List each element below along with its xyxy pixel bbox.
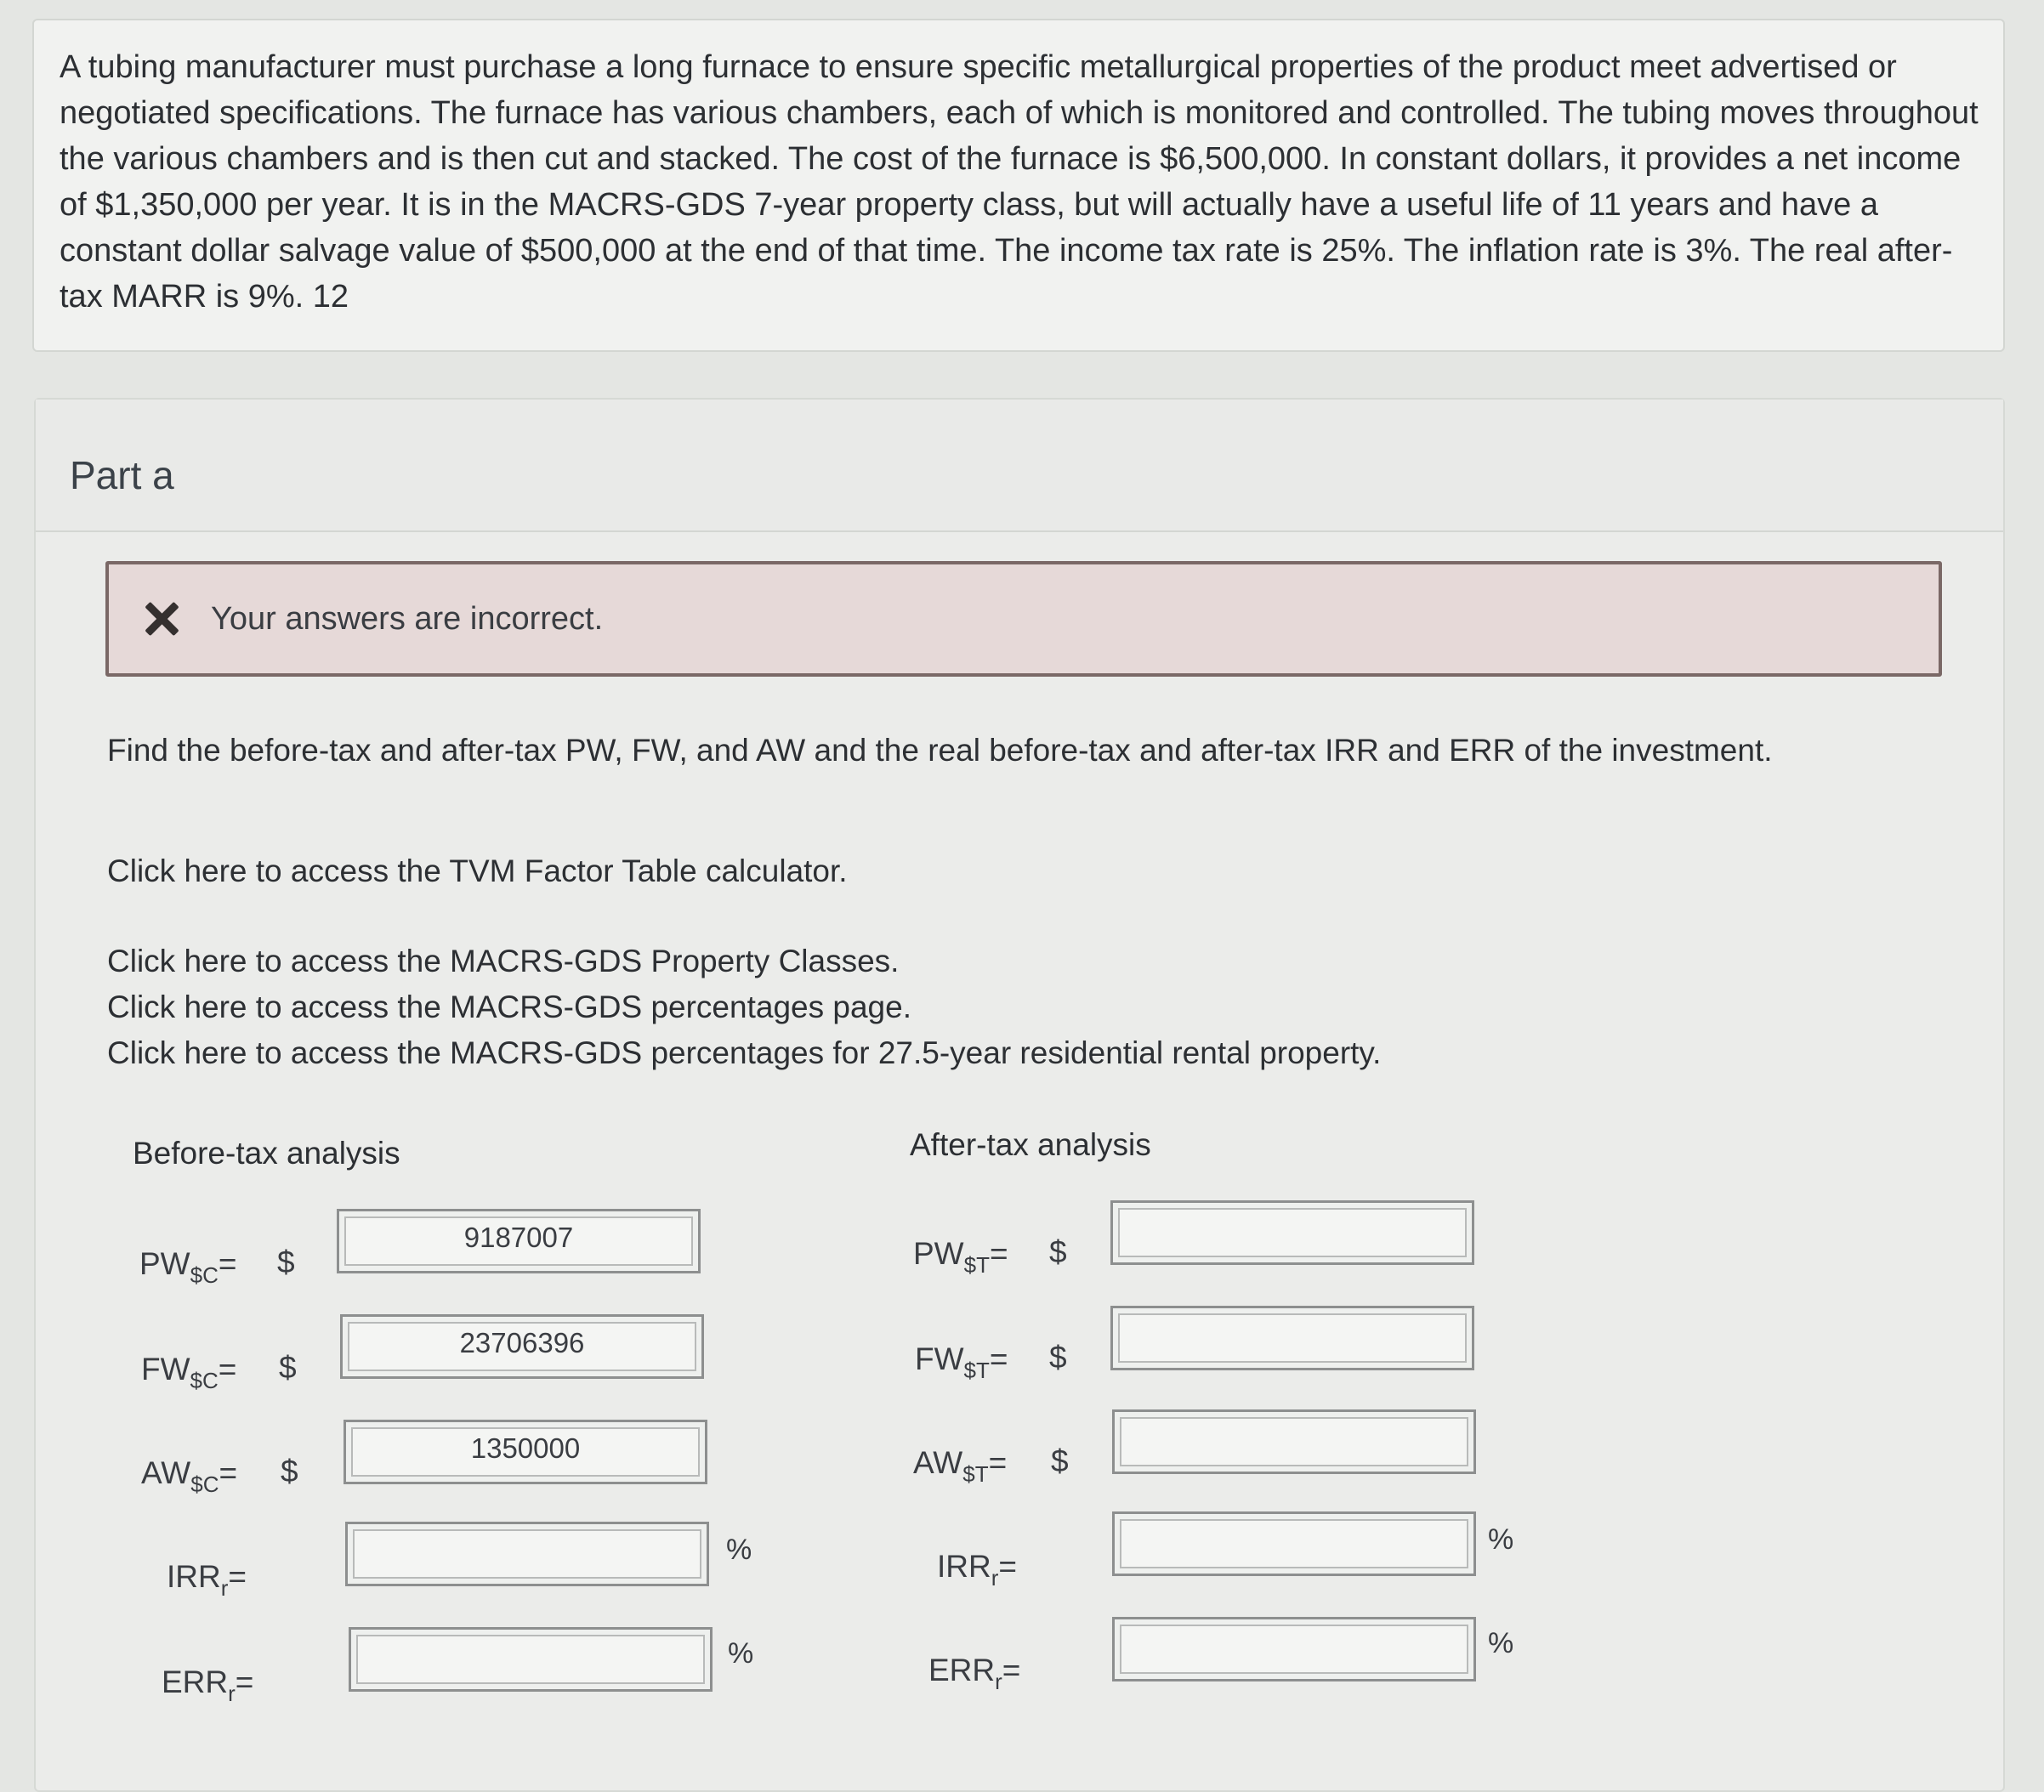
err-before-equals: = bbox=[235, 1664, 254, 1699]
pw-after-tax-input[interactable] bbox=[1110, 1200, 1474, 1265]
aw-after-equals: = bbox=[988, 1445, 1008, 1480]
pw-after-equals: = bbox=[989, 1236, 1008, 1271]
pw-before-equals: = bbox=[218, 1246, 237, 1281]
fw-before-tax-label bbox=[141, 1352, 236, 1394]
aw-before-tax-input[interactable]: 1350000 bbox=[344, 1420, 707, 1484]
err-after-tax-input[interactable] bbox=[1112, 1617, 1476, 1681]
after-tax-title: After-tax analysis bbox=[910, 1127, 1151, 1162]
fw-before-tax-input[interactable]: 23706396 bbox=[340, 1314, 704, 1379]
fw-before-label-sub: $C bbox=[190, 1368, 219, 1393]
pw-after-label-text: PW bbox=[913, 1236, 964, 1271]
pw-before-tax-input[interactable]: 9187007 bbox=[337, 1209, 701, 1273]
irr-after-label-text: IRR bbox=[937, 1549, 991, 1584]
fw-after-tax-label bbox=[915, 1341, 1008, 1384]
pw-after-dollar: $ bbox=[1049, 1234, 1067, 1269]
error-message: Your answers are incorrect. bbox=[211, 600, 604, 637]
fw-after-dollar: $ bbox=[1049, 1340, 1067, 1375]
fw-before-label-text: FW bbox=[141, 1352, 190, 1387]
aw-after-dollar: $ bbox=[1051, 1443, 1069, 1478]
err-before-label-text: ERR bbox=[162, 1664, 229, 1699]
irr-after-label-sub: r bbox=[991, 1565, 999, 1591]
aw-before-dollar: $ bbox=[281, 1454, 298, 1489]
irr-before-tax-label bbox=[167, 1559, 247, 1602]
pw-after-tax-label bbox=[913, 1236, 1008, 1279]
irr-before-equals: = bbox=[228, 1559, 247, 1594]
irr-after-equals: = bbox=[998, 1549, 1018, 1584]
irr-after-percent: % bbox=[1488, 1523, 1514, 1556]
aw-after-label-text: AW bbox=[913, 1445, 963, 1480]
aw-before-label-sub: $C bbox=[190, 1472, 219, 1497]
irr-before-tax-input[interactable] bbox=[345, 1522, 709, 1586]
err-before-tax-input[interactable] bbox=[349, 1627, 713, 1692]
fw-after-label-sub: $T bbox=[963, 1358, 990, 1383]
pw-before-tax-label bbox=[139, 1246, 236, 1289]
part-title: Part a bbox=[36, 400, 2003, 532]
problem-text: A tubing manufacturer must purchase a long furnace to ensure specific metallurgical properties of the product meet advertised or negotiated specifications. The furnace has various chambers, each of which is monitored and controlled. The tubing moves throughout the various chambers and is then cut and stacked. The cost of the furnace is $6,500,000. In constant dollars, it provides a net income of $1,350,000 per year. It is in the MACRS-GDS 7-year property class, but will actually have a useful life of 11 years and have a constant dollar salvage value of $500,000 at the end of that time. The income tax rate is 25%. The inflation rate is 3%. The real after-tax MARR is 9%. 12 bbox=[60, 49, 1979, 315]
irr-before-label-sub: r bbox=[220, 1575, 229, 1601]
fw-before-dollar: $ bbox=[279, 1350, 297, 1385]
aw-after-tax-label bbox=[913, 1445, 1007, 1488]
macrs-residential-rental-link[interactable]: Click here to access the MACRS-GDS percentages for 27.5-year residential rental property. bbox=[107, 1035, 1382, 1070]
err-after-percent: % bbox=[1488, 1627, 1514, 1659]
resource-links bbox=[107, 848, 1381, 1076]
pw-after-label-sub: $T bbox=[963, 1252, 990, 1278]
macrs-percentages-link[interactable]: Click here to access the MACRS-GDS percentages page. bbox=[107, 990, 911, 1024]
err-before-tax-label bbox=[162, 1664, 253, 1707]
irr-before-percent: % bbox=[726, 1534, 752, 1566]
aw-before-label-text: AW bbox=[141, 1455, 191, 1490]
error-x-icon bbox=[145, 602, 179, 636]
fw-after-label-text: FW bbox=[915, 1341, 964, 1376]
irr-after-tax-label bbox=[937, 1549, 1017, 1591]
fw-after-tax-input[interactable] bbox=[1110, 1306, 1474, 1370]
err-after-equals: = bbox=[1002, 1653, 1021, 1687]
pw-before-label-sub: $C bbox=[190, 1262, 219, 1288]
irr-before-label-text: IRR bbox=[167, 1559, 221, 1594]
macrs-property-classes-link[interactable]: Click here to access the MACRS-GDS Property Classes. bbox=[107, 944, 900, 978]
problem-statement-box bbox=[32, 19, 2005, 352]
pw-before-dollar: $ bbox=[277, 1245, 295, 1279]
tvm-calculator-link[interactable]: Click here to access the TVM Factor Table calculator. bbox=[107, 853, 848, 888]
err-after-label-sub: r bbox=[995, 1669, 1002, 1694]
fw-after-equals: = bbox=[989, 1341, 1008, 1376]
err-before-percent: % bbox=[728, 1637, 754, 1670]
aw-after-label-sub: $T bbox=[962, 1461, 989, 1487]
err-before-label-sub: r bbox=[228, 1681, 236, 1706]
aw-after-tax-input[interactable] bbox=[1112, 1409, 1476, 1474]
question-instruction: Find the before-tax and after-tax PW, FW, and AW and the real before-tax and after-tax IRR and ERR of the investment. bbox=[107, 733, 1773, 768]
err-after-tax-label bbox=[928, 1653, 1020, 1695]
aw-before-equals: = bbox=[219, 1455, 238, 1490]
pw-before-label-text: PW bbox=[139, 1246, 190, 1281]
fw-before-equals: = bbox=[218, 1352, 237, 1387]
error-banner bbox=[105, 561, 1942, 677]
irr-after-tax-input[interactable] bbox=[1112, 1511, 1476, 1576]
part-a-panel bbox=[34, 398, 2005, 1792]
err-after-label-text: ERR bbox=[928, 1653, 996, 1687]
aw-before-tax-label bbox=[141, 1455, 237, 1498]
before-tax-title: Before-tax analysis bbox=[133, 1136, 400, 1171]
